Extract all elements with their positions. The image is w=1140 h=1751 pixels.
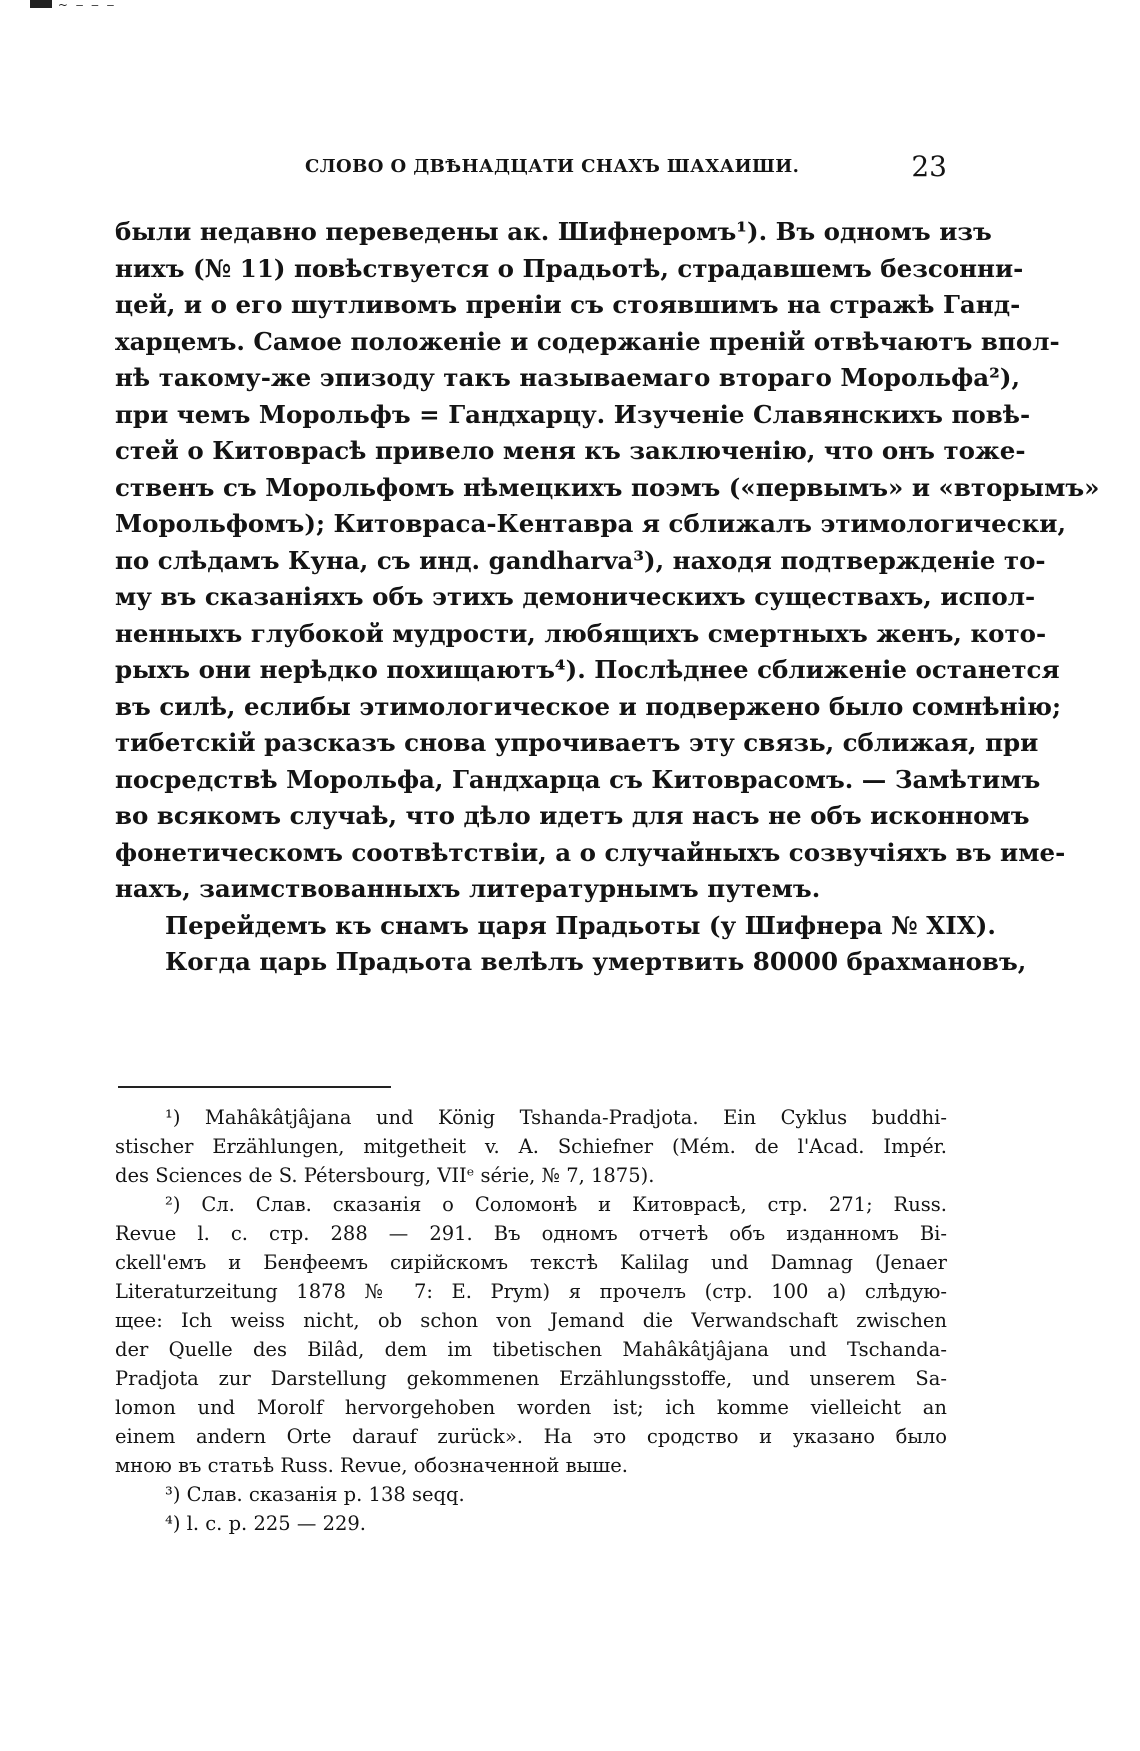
footnote-line: einem andern Orte darauf zurück». На это сродство и указано было (115, 1425, 947, 1448)
text-line: стей о Китоврасѣ привело меня къ заключенію, что онъ тоже- (115, 436, 1026, 465)
footnote-line: ²) Сл. Слав. сказанія о Соломонѣ и Китоврасѣ, стр. 271; Russ. (165, 1193, 947, 1216)
text-line: Когда царь Прадьота велѣлъ умертвить 80000 брахмановъ, (165, 947, 1027, 976)
page-header (115, 150, 947, 184)
footnote-line: ckell'емъ и Бенфеемъ сирійскомъ текстѣ Kalilag und Damnag (Jenaer (115, 1251, 947, 1274)
footnote-line: stischer Erzählungen, mitgetheit v. A. Schiefner (Mém. de l'Acad. Impér. (115, 1135, 947, 1158)
footnote-line: der Quelle des Bilâd, dem im tibetischen Mahâkâtjâjana und Tschanda- (115, 1338, 947, 1361)
text-line: нахъ, заимствованныхъ литературнымъ путемъ. (115, 874, 821, 903)
text-line: Морольфомъ); Китовраса-Кентавра я сближалъ этимологически, (115, 509, 1066, 538)
text-line: харцемъ. Самое положеніе и содержаніе преній отвѣчаютъ впол- (115, 326, 1060, 356)
page-number: 23 (911, 150, 947, 183)
text-line: фонетическомъ соотвѣтствіи, а о случайныхъ созвучіяхъ въ име- (115, 837, 1066, 867)
text-line: нихъ (№ 11) повѣствуется о Прадьотѣ, страдавшемъ безсонни- (115, 253, 1024, 283)
text-line: были недавно переведены ак. Шифнеромъ¹). Въ одномъ изъ (115, 217, 992, 246)
footnote-line: Literaturzeitung 1878 № 7: E. Prym) я прочелъ (стр. 100 a) слѣдую- (115, 1280, 947, 1303)
text-line: ственъ съ Морольфомъ нѣмецкихъ поэмъ («первымъ» и «вторымъ» (115, 472, 1100, 502)
footnote-line: щее: Ich weiss nicht, ob schon von Jemand die Verwandschaft zwischen (115, 1309, 947, 1332)
text-line: цей, и о его шутливомъ преніи съ стоявшимъ на стражѣ Ганд- (115, 290, 1021, 319)
text-line: ненныхъ глубокой мудрости, любящихъ смертныхъ женъ, кото- (115, 618, 1047, 648)
footnote-divider (118, 1086, 391, 1088)
text-line: посредствѣ Морольфа, Гандхарца съ Китоврасомъ. — Замѣтимъ (115, 764, 1041, 794)
text-line: во всякомъ случаѣ, что дѣло идетъ для насъ не объ исконномъ (115, 801, 1030, 830)
footnote-line: ¹) Mahâkâtjâjana und König Tshanda-Pradjota. Ein Cyklus buddhi- (165, 1106, 947, 1129)
footnote-line: мною въ статьѣ Russ. Revue, обозначенной выше. (115, 1454, 628, 1477)
text-line: при чемъ Морольфъ = Гандхарцу. Изученіе Славянскихъ повѣ- (115, 399, 1031, 429)
text-line: Перейдемъ къ снамъ царя Прадьоты (у Шифнера № XIX). (165, 910, 996, 940)
footnote-line: lomon und Morolf hervorgehoben worden ist; ich komme vielleicht an (115, 1396, 947, 1419)
footnote-line: ³) Слав. сказанія p. 138 seqq. (165, 1483, 465, 1506)
footnote-line: Pradjota zur Darstellung gekommenen Erzählungsstoffe, und unserem Sa- (115, 1367, 947, 1390)
ink-blot (30, 0, 52, 8)
text-line: му въ сказаніяхъ объ этихъ демоническихъ существахъ, испол- (115, 582, 1036, 611)
text-line: рыхъ они нерѣдко похищаютъ⁴). Послѣднее сближеніе останется (115, 655, 1060, 684)
text-line: тибетскій разсказъ снова упрочиваетъ эту связь, сближая, при (115, 728, 1039, 757)
footnote-line: ⁴) l. c. p. 225 — 229. (165, 1512, 366, 1535)
footnote-line: Revue l. c. стр. 288 — 291. Въ одномъ отчетѣ объ изданномъ Bi- (115, 1222, 947, 1245)
text-line: нѣ такому-же эпизоду такъ называемаго втораго Морольфа²), (115, 363, 1021, 392)
running-title: СЛОВО О ДВѢНАДЦАТИ СНАХЪ ШАХАИШИ. (305, 156, 800, 177)
main-text (115, 214, 1100, 981)
footnotes (115, 1103, 947, 1538)
corner-ink-mark (30, 0, 180, 10)
footnote-line: des Sciences de S. Pétersbourg, VIIᵉ série, № 7, 1875). (115, 1164, 655, 1187)
text-line: по слѣдамъ Куна, съ инд. gandharva³), находя подтвержденіе то- (115, 545, 1046, 575)
text-line: въ силѣ, еслибы этимологическое и подвержено было сомнѣнію; (115, 691, 1061, 721)
corner-mark-text: ~ ‒ ‒ ‒ (57, 0, 117, 12)
